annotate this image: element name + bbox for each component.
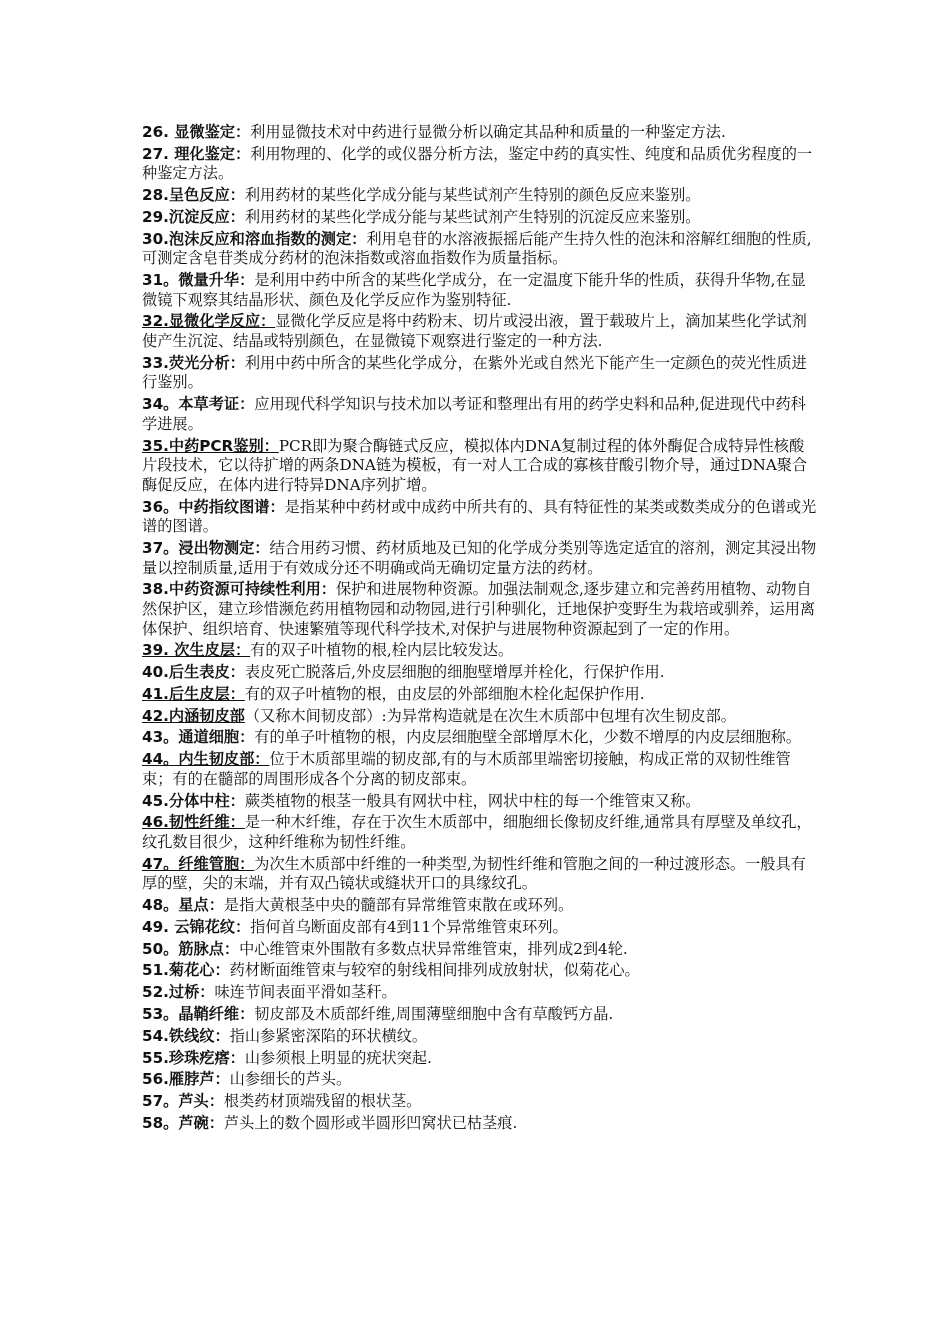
entry-term: 32.显微化学反应： (142, 312, 276, 331)
entry-term: 27. 理化鉴定： (142, 144, 251, 163)
entry-definition: 表皮死亡脱落后,外皮层细胞的细胞壁增厚并栓化，行保护作用. (244, 663, 665, 682)
glossary-entry (142, 186, 818, 206)
glossary-entry (142, 498, 818, 537)
entry-definition: 位于木质部里端的韧皮部,有的与木质部里端密切接触，构成正常的双韧性维管束；有的在髓部的周围形成各个分离的韧皮部束。 (142, 750, 791, 788)
entry-definition: 结合用药习惯、药材质地及已知的化学成分类别等选定适宜的溶剂，测定其浸出物量以控制质量,适用于有效成分还不明确或尚无确切定量方法的药材。 (142, 538, 817, 577)
glossary-entry (142, 1005, 818, 1025)
entry-definition: 显微化学反应是将中药粉末、切片或浸出液，置于载玻片上，滴加某些化学试剂使产生沉淀、结晶或特别颜色，在显微镜下观察进行鉴定的一种方法. (142, 312, 807, 351)
entry-definition: 为次生木质部中纤维的一种类型,为韧性纤维和管胞之间的一种过渡形态。一般具有厚的壁，尖的末端，并有双凸镜状或缝状开口的具缘纹孔。 (142, 854, 806, 893)
entry-term: 41.后生皮层： (142, 684, 245, 703)
glossary-entry (142, 983, 818, 1003)
glossary-entry (142, 230, 818, 269)
entry-term: 44。内生韧皮部： (142, 750, 270, 769)
glossary-entry (142, 685, 818, 705)
entry-definition: 中心维管束外围散有多数点状异常维管束，排列成2到4轮. (239, 939, 628, 958)
entry-definition: 有的双子叶植物的根，由皮层的外部细胞木栓化起保护作用. (244, 684, 645, 703)
entry-definition: 保护和进展物种资源。加强法制观念,逐步建立和完善药用植物、动物自然保护区，建立珍惜濒危药用植物园和动物园,进行引种驯化，迁地保护变野生为栽培或驯养，运用离体保护、组织培育、快速繁殖等现代科学技术,对保护与进展物种资源起到了一定的作用。 (142, 580, 816, 638)
glossary-entry (142, 208, 818, 228)
glossary-entry (142, 728, 818, 748)
glossary-entry (142, 395, 818, 434)
entry-definition: 根类药材顶端残留的根状茎。 (223, 1092, 422, 1111)
entry-term: 51.菊花心： (142, 961, 230, 980)
entry-term: 36。中药指纹图谱： (142, 497, 285, 516)
glossary-entry (142, 940, 818, 960)
entry-term: 39. 次生皮层： (142, 641, 251, 660)
entry-definition: 蕨类植物的根茎一般具有网状中柱，网状中柱的每一个维管束又称。 (244, 791, 701, 810)
entry-definition: 利用显微技术对中药进行显微分析以确定其品种和质量的一种鉴定方法. (250, 123, 726, 141)
entry-term: 54.铁线纹： (142, 1026, 230, 1045)
entry-definition: 应用现代科学知识与技术加以考证和整理出有用的药学史料和品种,促进现代中药科学进展。 (142, 395, 806, 433)
entry-definition: 是一种木纤维，存在于次生木质部中，细胞细长像韧皮纤维,通常具有厚壁及单纹孔，纹孔数目很少，这种纤维称为韧性纤维。 (142, 813, 812, 851)
entry-term: 48。星点： (142, 896, 224, 915)
entry-term: 28.呈色反应： (142, 186, 245, 205)
entry-definition: 山参细长的芦头。 (229, 1070, 352, 1089)
glossary-entry (142, 792, 818, 812)
entry-definition: 是指大黄根茎中央的髓部有异常维管束散在或环列。 (223, 896, 574, 915)
entry-term: 33.荧光分析： (142, 353, 245, 372)
entry-definition: 是利用中药中所含的某些化学成分，在一定温度下能升华的性质，获得升华物,在显微镜下观察其结晶形状、颜色及化学反应作为鉴别特征. (142, 271, 806, 309)
entry-term: 50。筋脉点： (142, 939, 240, 958)
glossary-entry (142, 855, 818, 894)
entry-definition: 有的单子叶植物的根，内皮层细胞壁全部增厚木化，少数不增厚的内皮层细胞称。 (254, 728, 802, 747)
glossary-entry (142, 961, 818, 981)
entry-term: 46.韧性纤维： (142, 813, 245, 832)
glossary-entry (142, 145, 818, 184)
entry-term: 40.后生表皮： (142, 663, 245, 682)
glossary-entry (142, 1114, 818, 1134)
glossary-entry (142, 918, 818, 938)
entry-term: 34。本草考证： (142, 395, 255, 414)
entry-term: 53。晶鞘纤维： (142, 1005, 255, 1023)
glossary-entry (142, 750, 818, 789)
entry-term: 42.内涵韧皮部 (142, 706, 245, 725)
entry-term: 47。纤维管胞： (142, 854, 255, 873)
entry-definition: 韧皮部及木质部纤维,周围薄壁细胞中含有草酸钙方晶. (254, 1005, 614, 1023)
entry-definition: 山参须根上明显的疣状突起. (244, 1048, 432, 1067)
entry-definition: 利用药材的某些化学成分能与某些试剂产生特别的沉淀反应来鉴别。 (244, 207, 701, 226)
entry-definition: 指何首乌断面皮部有4到11个异常维管束环列。 (250, 917, 568, 936)
entry-term: 26. 显微鉴定： (142, 123, 251, 141)
entry-term: 55.珍珠疙瘩： (142, 1048, 245, 1067)
glossary-entry (142, 1092, 818, 1112)
glossary-page (142, 123, 818, 1136)
glossary-entry (142, 896, 818, 916)
entry-term: 29.沉淀反应： (142, 207, 245, 226)
entry-term: 49. 云锦花纹： (142, 917, 251, 936)
entry-term: 37。浸出物测定： (142, 538, 270, 557)
entry-definition: PCR即为聚合酶链式反应，模拟体内DNA复制过程的体外酶促合成特异性核酸片段技术，它以待扩增的两条DNA链为模板，有一对人工合成的寡核苷酸引物介导，通过DNA聚合酶促反应，在体内进行特异DNA序列扩增。 (142, 436, 808, 494)
entry-term: 30.泡沫反应和溶血指数的测定： (142, 229, 367, 248)
entry-definition: （又称木间韧皮部）:为异常构造就是在次生木质部中包埋有次生韧皮部。 (244, 706, 736, 725)
entry-term: 38.中药资源可持续性利用： (142, 580, 336, 599)
entry-definition: 味连节间表面平滑如茎秆。 (214, 983, 397, 1002)
glossary-entry (142, 271, 818, 310)
glossary-entry (142, 312, 818, 351)
entry-term: 58。芦碗： (142, 1113, 224, 1132)
entry-term: 31。微量升华： (142, 271, 255, 290)
glossary-entry (142, 123, 818, 143)
glossary-entry (142, 539, 818, 578)
glossary-entry (142, 580, 818, 639)
entry-definition: 是指某种中药材或中成药中所共有的、具有特征性的某类或数类成分的色谱或光谱的图谱。 (142, 497, 817, 536)
entry-definition: 药材断面维管束与较窄的射线相间排列成放射状，似菊花心。 (229, 961, 640, 980)
entry-definition: 利用物理的、化学的或仪器分析方法，鉴定中药的真实性、纯度和品质优劣程度的一种鉴定方法。 (142, 144, 813, 183)
entry-term: 52.过桥： (142, 983, 215, 1002)
glossary-entry (142, 1049, 818, 1069)
entry-definition: 有的双子叶植物的根,栓内层比较发达。 (250, 641, 514, 660)
entry-definition: 利用中药中所含的某些化学成分，在紫外光或自然光下能产生一定颜色的荧光性质进行鉴别。 (142, 353, 807, 392)
entry-term: 57。芦头： (142, 1092, 224, 1111)
entry-definition: 利用皂苷的水溶液振摇后能产生持久性的泡沫和溶解红细胞的性质,可测定含皂苷类成分药材的泡沫指数或溶血指数作为质量指标。 (142, 229, 812, 268)
glossary-entry (142, 813, 818, 852)
glossary-entry (142, 663, 818, 683)
entry-term: 56.雁脖芦： (142, 1070, 230, 1089)
entry-definition: 芦头上的数个圆形或半圆形凹窝状已枯茎痕. (223, 1113, 518, 1132)
entry-definition: 利用药材的某些化学成分能与某些试剂产生特别的颜色反应来鉴别。 (244, 186, 701, 205)
glossary-entry (142, 1070, 818, 1090)
entry-definition: 指山参紧密深陷的环状横纹。 (229, 1026, 428, 1045)
glossary-entry (142, 707, 818, 727)
entry-term: 43。通道细胞： (142, 728, 255, 747)
glossary-entry (142, 437, 818, 496)
glossary-entry (142, 354, 818, 393)
entry-term: 35.中药PCR鉴别： (142, 436, 279, 455)
glossary-entry (142, 641, 818, 661)
glossary-entry (142, 1027, 818, 1047)
entry-term: 45.分体中柱： (142, 791, 245, 810)
